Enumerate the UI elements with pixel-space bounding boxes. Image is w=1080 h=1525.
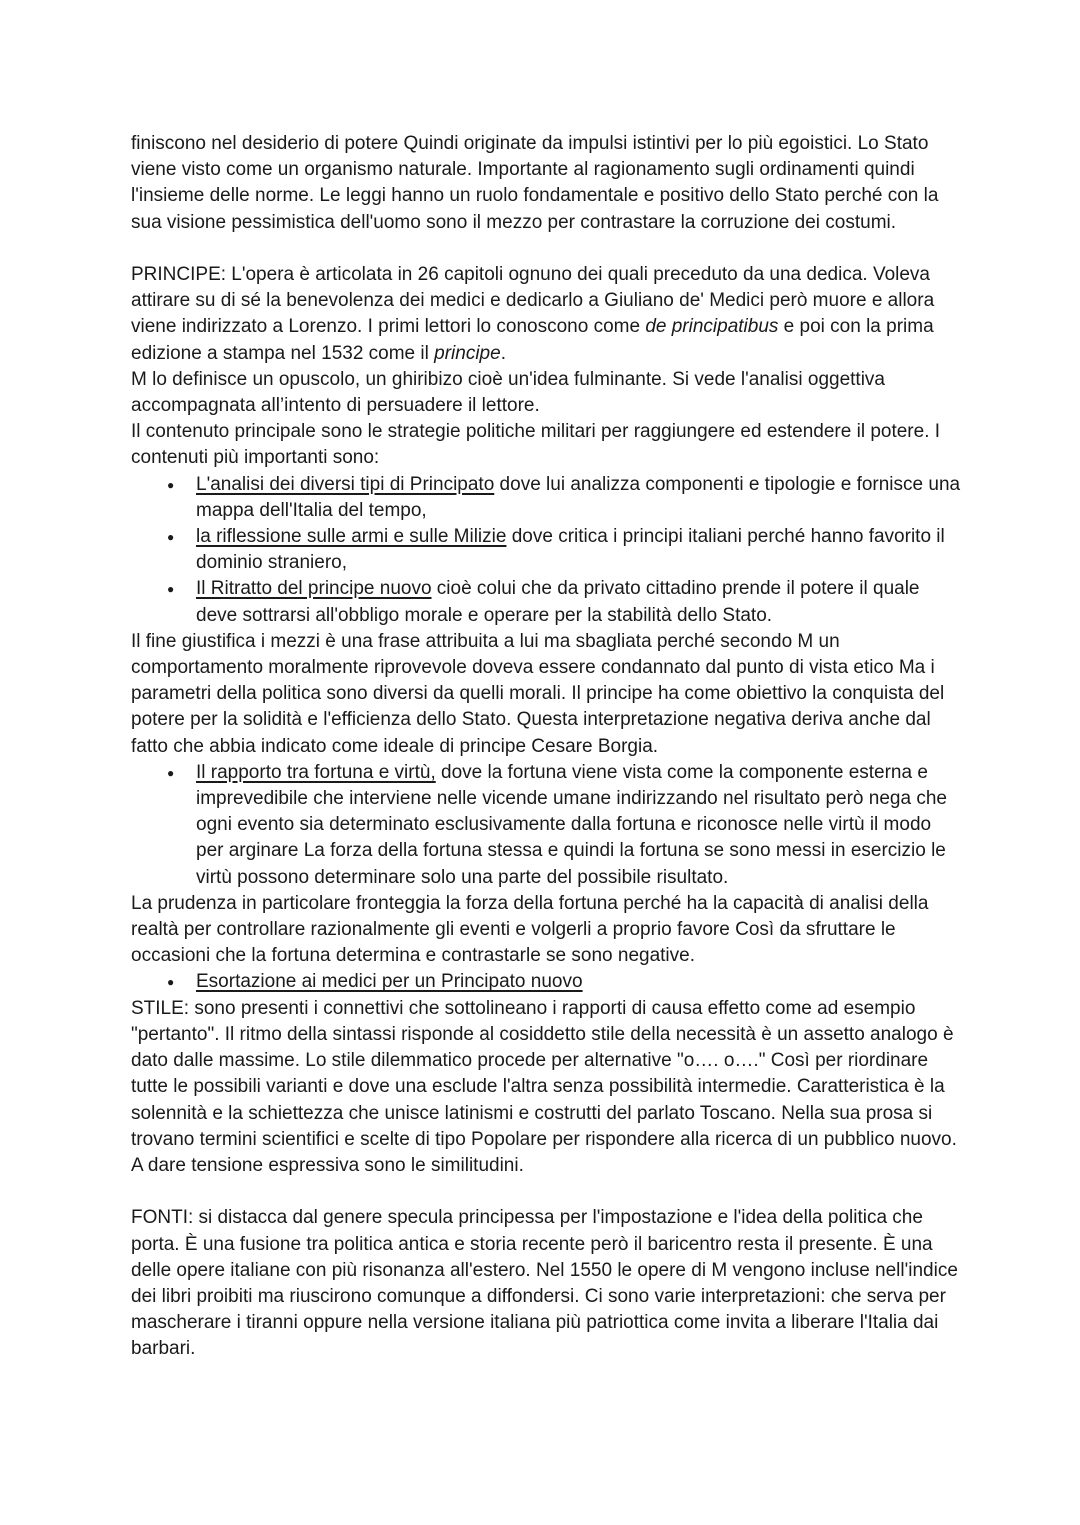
list-item (131, 969, 961, 995)
list-item-text: dove critica i principi italiani perché hanno favorito il dominio straniero, (196, 526, 945, 574)
principe-paragraph-4: Il fine giustifica i mezzi è una frase attribuita a lui ma sbagliata perché secondo M un comportamento moralmente riprovevole doveva essere condannato dal punto di vista etico Ma i parametri della politica sono diversi da quelli morali. Il principe ha come obiettivo la conquista del potere per la solidità e l'efficienza dello Stato. Questa interpretazione negativa deriva anche dal fatto che abbia indicato come ideale di principe Cesare Borgia. (131, 630, 945, 757)
esortazione-list (131, 969, 961, 995)
fonti-paragraph: FONTI: si distacca dal genere specula principessa per l'impostazione e l'idea della politica che porta. È una fusione tra politica antica e storia recente però il baricentro resta il presente. È una delle opere italiane con più risonanza all'estero. Nel 1550 le opere di M vengono incluse nell'indice dei libri proibiti ma riuscirono comunque a diffondersi. Ci sono varie interpretazioni: che serva per mascherare i tiranni oppure nella versione italiana più patriottica come invita a liberare l'Italia dai barbari. (131, 1207, 958, 1360)
contents-list (131, 472, 961, 629)
list-item-text: dove lui analizza componenti e tipologie e fornisce una mappa dell'Italia del tempo, (196, 473, 961, 521)
list-item-title: Esortazione ai medici per un Principato nuovo (196, 971, 583, 993)
principe-paragraph-3: Il contenuto principale sono le strategie politiche militari per raggiungere ed estendere il potere. I contenuti più importanti sono: (131, 421, 941, 469)
intro-paragraph: finiscono nel desiderio di potere Quindi originate da impulsi istintivi per lo più egoistici. Lo Stato viene visto come un organismo naturale. Importante al ragionamento sugli ordinamenti quindi l'insieme delle norme. Le leggi hanno un ruolo fondamentale e positivo dello Stato perché con la sua visione pessimistica dell'uomo sono il mezzo per contrastare la corruzione dei costumi. (131, 133, 939, 233)
document-page (131, 131, 961, 1363)
list-item-title: la riflessione sulle armi e sulle Milizie (196, 526, 507, 548)
paragraph-gap (131, 1179, 961, 1205)
principe-paragraph-5: La prudenza in particolare fronteggia la forza della fortuna perché ha la capacità di analisi della realtà per controllare razionalmente gli eventi e volgerli a proprio favore Così da sfruttare le occasioni che la fortuna determina e contrastarle se sono negative. (131, 892, 929, 967)
principe-text-a: PRINCIPE: L'opera è articolata in 26 capitoli ognuno dei quali preceduto da una dedica. Voleva attirare su di sé la benevolenza dei medici e dedicarlo a Giuliano de' Medici però muore e allora viene indirizzato a Lorenzo. I primi lettori lo conoscono come (131, 264, 935, 338)
list-item (131, 760, 961, 891)
paragraph-gap (131, 236, 961, 262)
fortuna-list (131, 760, 961, 891)
list-item-title: Il Ritratto del principe nuovo (196, 578, 432, 600)
principe-text-c: . (500, 342, 506, 364)
list-item-title: L'analisi dei diversi tipi di Principato (196, 473, 495, 495)
principe-title-italian: principe (434, 342, 501, 364)
list-item (131, 472, 961, 524)
stile-paragraph: STILE: sono presenti i connettivi che sottolineano i rapporti di causa effetto come ad esempio "pertanto". Il ritmo della sintassi risponde al cosiddetto stile della necessità è un assetto analogo è dato dalle massime. Lo stile dilemmatico procede per alternative "o…. o…." Così per riordinare tutte le possibili varianti e dove una esclude l'altra senza possibilità intermedie. Caratteristica è la solennità e la schiettezza che unisce latinismi e costrutti del parlato Toscano. Nella sua prosa si trovano termini scientifici e scelte di tipo Popolare per rispondere alla ricerca di un pubblico nuovo. A dare tensione espressiva sono le similitudini. (131, 997, 957, 1176)
list-item-text: dove la fortuna viene vista come la componente esterna e imprevedibile che interviene nelle vicende umane indirizzando nel risultato però nega che ogni evento sia determinato esclusivamente dalla fortuna e riconosce nelle virtù il modo per arginare La forza della fortuna stessa e quindi la fortuna se sono messi in esercizio le virtù possono determinare solo una parte del possibile risultato. (196, 761, 947, 888)
principe-text-b: e poi con la prima edizione a stampa nel 1532 come il (131, 316, 934, 364)
principe-paragraph-2: M lo definisce un opuscolo, un ghiribizo cioè un'idea fulminante. Si vede l'analisi oggettiva accompagnata all’intento di persuadere il lettore. (131, 368, 885, 417)
list-item-title: Il rapporto tra fortuna e virtù, (196, 761, 436, 783)
list-item (131, 524, 961, 576)
principe-paragraph-1 (131, 262, 961, 367)
principe-title-latin: de principatibus (645, 316, 779, 338)
list-item (131, 576, 961, 628)
list-item-text: cioè colui che da privato cittadino prende il potere il quale deve sottrarsi all'obbligo morale e operare per la stabilità dello Stato. (196, 578, 920, 626)
